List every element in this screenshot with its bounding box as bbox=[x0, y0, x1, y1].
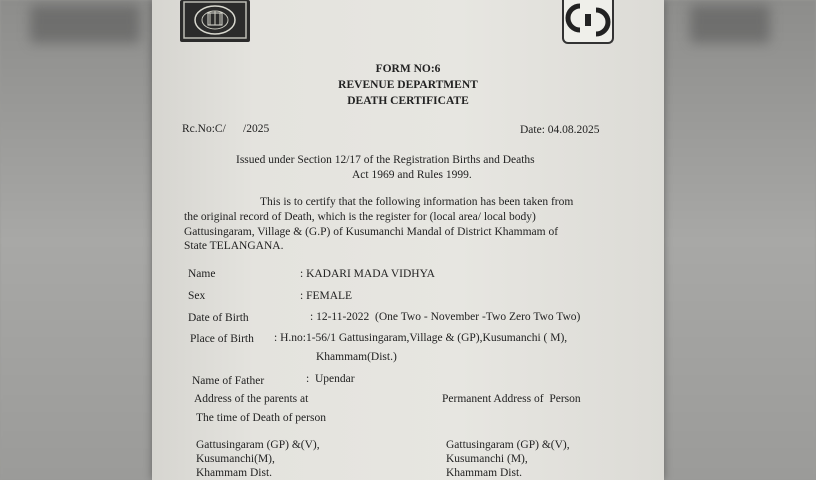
reference-number: Rc.No:C/ /2025 bbox=[182, 123, 270, 135]
name-value: : KADARI MADA VIDHYA bbox=[300, 268, 435, 280]
issue-date: Date: 04.08.2025 bbox=[520, 124, 600, 136]
dob-label: Date of Birth bbox=[188, 312, 249, 324]
permanent-address-label: Permanent Address of Person bbox=[442, 393, 581, 405]
certificate-paper bbox=[152, 0, 664, 480]
address-right-line: Kusumanchi (M), bbox=[446, 453, 528, 465]
department-logo-icon bbox=[562, 0, 614, 44]
address-left-line: Kusumanchi(M), bbox=[196, 453, 275, 465]
father-value: : Upendar bbox=[306, 373, 355, 385]
background-right bbox=[664, 0, 816, 480]
issued-under-line1: Issued under Section 12/17 of the Registration Births and Deaths bbox=[236, 154, 535, 166]
pob-label: Place of Birth bbox=[190, 333, 254, 345]
certificate-title: DEATH CERTIFICATE bbox=[347, 95, 469, 107]
time-of-death-label: The time of Death of person bbox=[196, 412, 326, 424]
government-emblem-icon bbox=[180, 0, 250, 42]
background-blur-shape bbox=[30, 5, 140, 43]
certify-line: Gattusingaram, Village & (G.P) of Kusumanchi Mandal of District Khammam of bbox=[184, 226, 559, 238]
background-blur-shape bbox=[690, 5, 770, 43]
background-left bbox=[0, 0, 152, 480]
certify-line: the original record of Death, which is the register for (local area/ local body) bbox=[184, 211, 536, 223]
address-left-line: Khammam Dist. bbox=[196, 467, 273, 479]
address-right-line: Khammam Dist. bbox=[446, 467, 523, 479]
sex-label: Sex bbox=[188, 290, 206, 302]
name-label: Name bbox=[188, 268, 216, 280]
father-label: Name of Father bbox=[192, 375, 265, 387]
dob-value: : 12-11-2022 (One Two - November -Two Zero Two Two) bbox=[310, 311, 581, 323]
address-left-line: Gattusingaram (GP) &(V), bbox=[196, 439, 320, 451]
certify-line: State TELANGANA. bbox=[184, 240, 284, 252]
issued-under-line2: Act 1969 and Rules 1999. bbox=[352, 169, 472, 181]
sex-value: : FEMALE bbox=[300, 290, 353, 302]
address-parents-label: Address of the parents at bbox=[194, 393, 309, 405]
address-right-line: Gattusingaram (GP) &(V), bbox=[446, 439, 570, 451]
pob-value-district: Khammam(Dist.) bbox=[316, 351, 397, 363]
department-heading: REVENUE DEPARTMENT bbox=[338, 79, 478, 91]
pob-value: : H.no:1-56/1 Gattusingaram,Village & (GP),Kusumanchi ( M), bbox=[274, 332, 568, 344]
certify-line: This is to certify that the following information has been taken from bbox=[260, 196, 574, 208]
form-number: FORM NO:6 bbox=[375, 63, 441, 75]
